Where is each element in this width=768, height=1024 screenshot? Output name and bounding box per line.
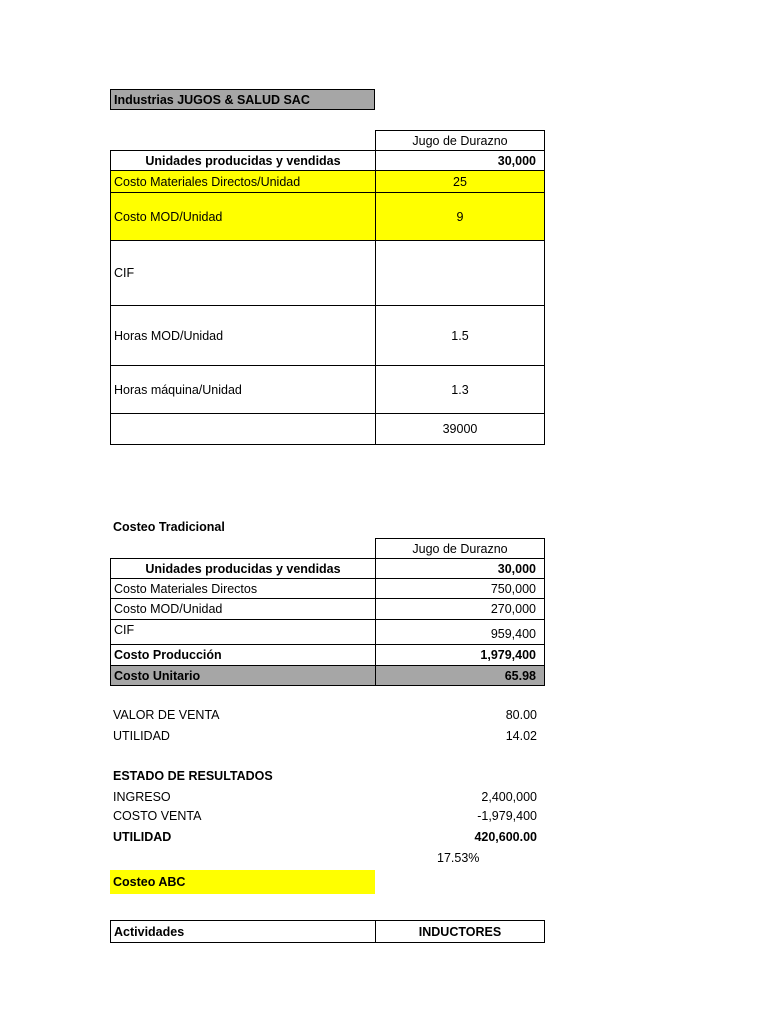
ct-row-mod-value: 270,000: [375, 598, 545, 620]
ct-header: Jugo de Durazno: [375, 538, 545, 559]
ct-row-mod-label: Costo MOD/Unidad: [110, 598, 376, 620]
table1-row-cif-label: CIF: [110, 240, 376, 306]
valor-venta-label: VALOR DE VENTA: [113, 708, 220, 722]
table1-row-total-label: [110, 413, 376, 445]
ct-row-cmd-value: 750,000: [375, 578, 545, 599]
estado-costo-venta-label: COSTO VENTA: [113, 809, 202, 823]
table1-row-cmd-value: 25: [375, 170, 545, 193]
table1-row-mod-value: 9: [375, 192, 545, 241]
ct-row-cmd-label: Costo Materiales Directos: [110, 578, 376, 599]
ct-row-costo-produccion-value: 1,979,400: [375, 644, 545, 666]
table1-row-mod-label: Costo MOD/Unidad: [110, 192, 376, 241]
estado-costo-venta-value: -1,979,400: [477, 809, 537, 823]
ct-row-units-label: Unidades producidas y vendidas: [110, 558, 376, 579]
costeo-abc-title: Costeo ABC: [110, 870, 375, 894]
utilidad-unit-value: 14.02: [505, 729, 537, 743]
table1-row-hmod-value: 1.5: [375, 305, 545, 366]
table1-row-cif-value: [375, 240, 545, 306]
company-title: Industrias JUGOS & SALUD SAC: [110, 89, 375, 110]
table1-row-total-value: 39000: [375, 413, 545, 445]
table1-row-hmaq-value: 1.3: [375, 365, 545, 414]
estado-title: ESTADO DE RESULTADOS: [113, 769, 273, 783]
estado-utilidad-value: 420,600.00: [474, 830, 537, 844]
table1-row-hmod-label: Horas MOD/Unidad: [110, 305, 376, 366]
ct-row-cif-value: 959,400: [375, 619, 545, 645]
table1-row-units-value: 30,000: [375, 150, 545, 171]
abc-col-inductores: INDUCTORES: [375, 920, 545, 943]
table1-row-units-label: Unidades producidas y vendidas: [110, 150, 376, 171]
abc-col-actividades: Actividades: [110, 920, 376, 943]
estado-ingreso-value: 2,400,000: [481, 790, 537, 804]
ct-row-costo-unitario-value: 65.98: [375, 665, 545, 686]
utilidad-unit-label: UTILIDAD: [113, 729, 170, 743]
estado-ingreso-label: INGRESO: [113, 790, 171, 804]
estado-utilidad-label: UTILIDAD: [113, 830, 172, 844]
table1-header: Jugo de Durazno: [375, 130, 545, 151]
ct-row-costo-unitario-label: Costo Unitario: [110, 665, 376, 686]
table1-row-hmaq-label: Horas máquina/Unidad: [110, 365, 376, 414]
table1-row-cmd-label: Costo Materiales Directos/Unidad: [110, 170, 376, 193]
ct-row-cif-label: CIF: [110, 619, 376, 645]
costeo-tradicional-title: Costeo Tradicional: [113, 519, 225, 534]
estado-percent: 17.53%: [437, 851, 480, 865]
ct-row-units-value: 30,000: [375, 558, 545, 579]
ct-row-costo-produccion-label: Costo Producción: [110, 644, 376, 666]
valor-venta-value: 80.00: [505, 708, 537, 722]
